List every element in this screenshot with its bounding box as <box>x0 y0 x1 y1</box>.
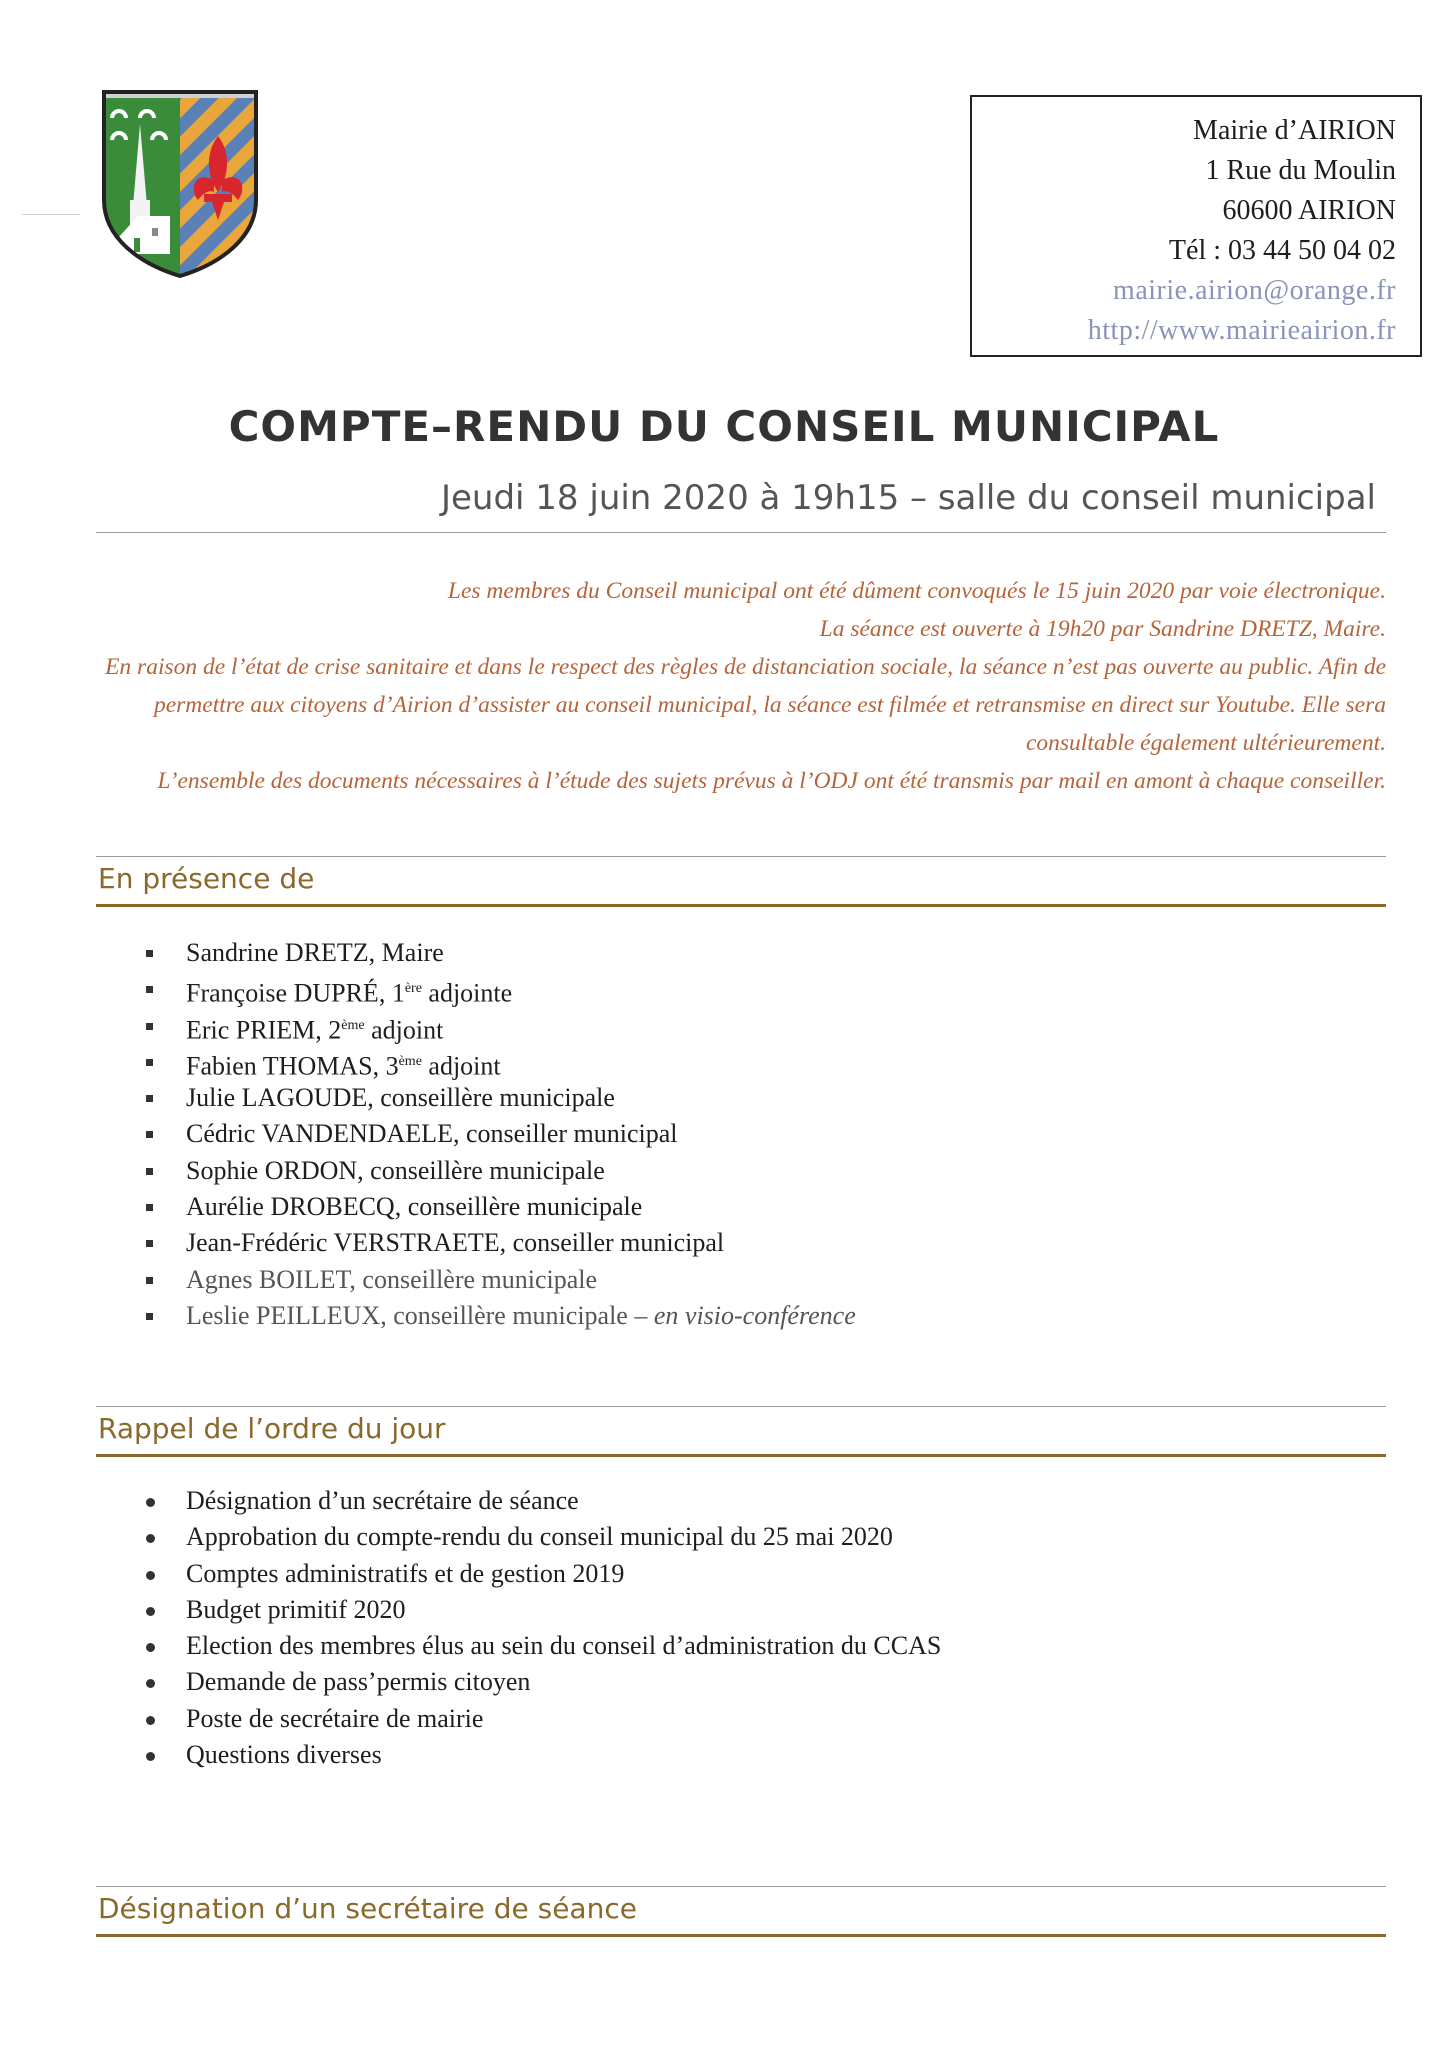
margin-mark <box>22 214 80 215</box>
member-role: adjoint <box>421 1051 501 1081</box>
member-role: adjoint <box>364 1015 444 1045</box>
agenda-list <box>142 1483 941 1773</box>
section-heading-secretary: Désignation d’un secrétaire de séance <box>98 1892 637 1925</box>
list-item <box>142 1298 856 1334</box>
list-item <box>142 1153 856 1189</box>
section-heading-presence: En présence de <box>98 862 315 895</box>
member-name: Cédric VANDENDAELE, conseiller municipal <box>186 1119 678 1149</box>
document-subtitle: Jeudi 18 juin 2020 à 19h15 – salle du conseil municipal <box>440 478 1376 518</box>
list-item <box>142 1225 856 1261</box>
member-name: Eric PRIEM, 2 <box>186 1015 342 1045</box>
address-line: 60600 AIRION <box>1222 195 1396 226</box>
member-name: Sophie ORDON, conseillère municipale <box>186 1155 605 1185</box>
list-item: Demande de pass’permis citoyen <box>142 1664 941 1700</box>
intro-paragraph: Les membres du Conseil municipal ont été dûment convoqués le 15 juin 2020 par voie électronique. <box>447 578 1386 604</box>
ordinal-suffix: ème <box>341 1017 365 1033</box>
list-item <box>142 1044 856 1080</box>
member-name: Françoise DUPRÉ, 1 <box>186 978 405 1008</box>
ordinal-suffix: ème <box>398 1053 422 1069</box>
section-heading-agenda: Rappel de l’ordre du jour <box>98 1412 446 1445</box>
address-line: Mairie d’AIRION <box>1193 115 1396 146</box>
list-item: Comptes administratifs et de gestion 2019 <box>142 1556 941 1592</box>
list-item: Approbation du compte-rendu du conseil municipal du 25 mai 2020 <box>142 1519 941 1555</box>
address-box <box>970 95 1422 357</box>
divider <box>96 856 1386 857</box>
coat-of-arms-logo <box>100 88 260 280</box>
member-name: Sandrine DRETZ, Maire <box>186 938 444 967</box>
member-note: en visio-conférence <box>653 1300 856 1330</box>
members-list <box>142 935 856 1334</box>
email-link[interactable]: mairie.airion@orange.fr <box>1113 275 1396 306</box>
member-name: Jean-Frédéric VERSTRAETE, conseiller municipal <box>186 1228 725 1258</box>
address-line: 1 Rue du Moulin <box>1205 155 1396 186</box>
document-title: COMPTE–RENDU DU CONSEIL MUNICIPAL <box>228 402 1220 451</box>
divider <box>96 532 1386 533</box>
divider <box>96 1886 1386 1887</box>
section-rule <box>96 904 1386 907</box>
list-item <box>142 935 856 971</box>
member-name: Julie LAGOUDE, conseillère municipale <box>186 1083 615 1113</box>
member-name: Aurélie DROBECQ, conseillère municipale <box>186 1192 643 1222</box>
list-item <box>142 1080 856 1116</box>
section-rule <box>96 1454 1386 1457</box>
intro-paragraph: L’ensemble des documents nécessaires à l’étude des sujets prévus à l’ODJ ont été transmis par mail en amont à chaque conseiller. <box>157 768 1386 794</box>
list-item: Questions diverses <box>142 1737 941 1773</box>
list-item <box>142 1008 856 1044</box>
intro-paragraph: La séance est ouverte à 19h20 par Sandrine DRETZ, Maire. <box>819 616 1386 642</box>
list-item: Budget primitif 2020 <box>142 1592 941 1628</box>
member-name: Agnes BOILET, conseillère municipale <box>186 1264 598 1294</box>
website-link[interactable]: http://www.mairieairion.fr <box>1087 315 1396 346</box>
list-item: Election des membres élus au sein du conseil d’administration du CCAS <box>142 1628 941 1664</box>
intro-paragraph: En raison de l’état de crise sanitaire et dans le respect des règles de distanciation sociale, la séance n’est pas ouverte au public. Afin de permettre aux citoyens d’Airion d’assister au conseil municipal, la séance est filmée et retransmise en direct sur Youtube. Elle sera consultable également ultérieurement. <box>105 654 1386 756</box>
intro-text <box>96 572 1386 800</box>
list-item: Poste de secrétaire de mairie <box>142 1701 941 1737</box>
list-item <box>142 1116 856 1152</box>
list-item <box>142 1189 856 1225</box>
member-role: adjointe <box>421 978 513 1008</box>
list-item <box>142 971 856 1007</box>
member-name: Fabien THOMAS, 3 <box>186 1051 399 1081</box>
section-rule <box>96 1934 1386 1937</box>
divider <box>96 1406 1386 1407</box>
member-name: Leslie PEILLEUX, conseillère municipale – <box>186 1300 654 1330</box>
list-item <box>142 1262 856 1298</box>
ordinal-suffix: ère <box>404 981 422 997</box>
list-item: Désignation d’un secrétaire de séance <box>142 1483 941 1519</box>
phone-line: Tél : 03 44 50 04 02 <box>1168 235 1396 266</box>
